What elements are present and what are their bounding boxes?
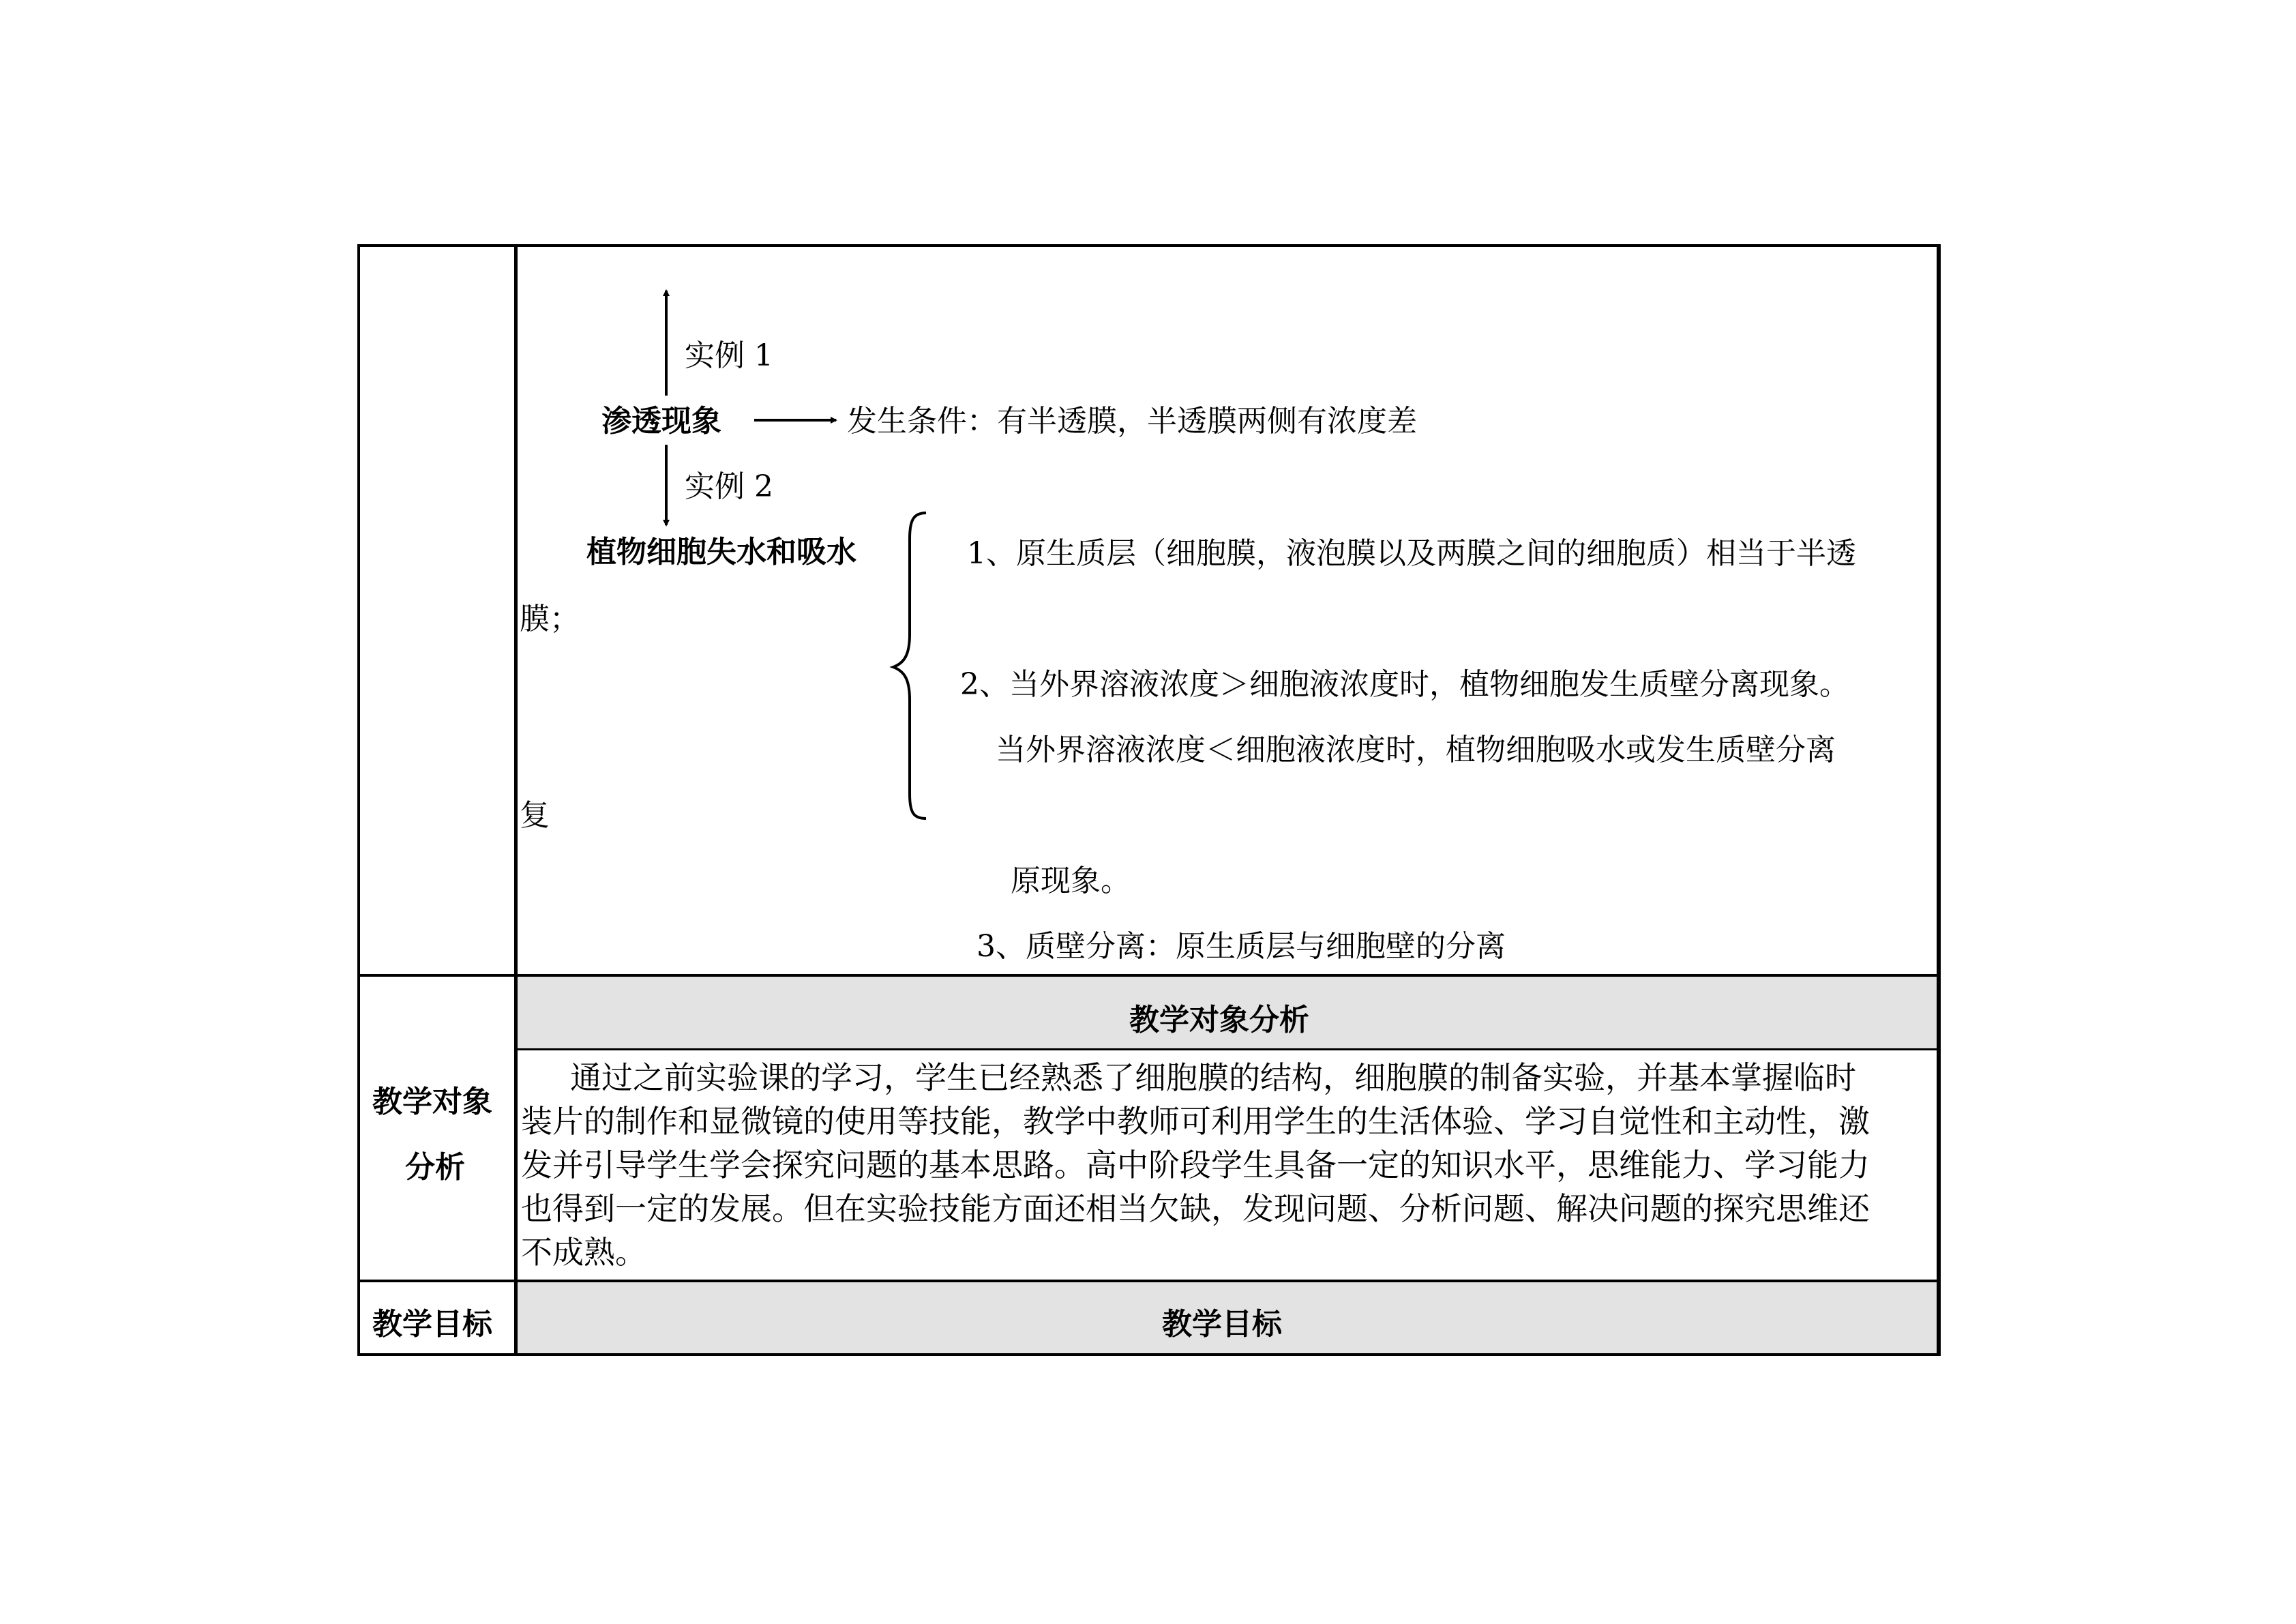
goals-row-label: 教学目标 (372, 1307, 492, 1342)
example-2-label: 实例 2 (685, 469, 773, 504)
analysis-line: 通过之前实验课的学习，学生已经熟悉了细胞膜的结构，细胞膜的制备实验，并基本掌握临时 (570, 1059, 1856, 1096)
point-2-line-c: 复 (520, 798, 550, 833)
osmosis-label: 渗透现象 (601, 404, 721, 439)
point-2-line-d: 原现象。 (1011, 863, 1131, 898)
plant-cell-title: 植物细胞失水和吸水 (586, 535, 856, 570)
example-1-label: 实例 1 (685, 338, 773, 373)
point-3: 3、质壁分离：原生质层与细胞壁的分离 (976, 929, 1506, 964)
analysis-row-label-line2: 分析 (405, 1150, 465, 1185)
left-brace (893, 513, 926, 818)
analysis-line: 不成熟。 (521, 1234, 646, 1271)
analysis-line: 也得到一定的发展。但在实验技能方面还相当欠缺，发现问题、分析问题、解决问题的探究思维还 (521, 1190, 1870, 1227)
condition-label: 发生条件：有半透膜，半透膜两侧有浓度差 (847, 404, 1417, 439)
point-1-line-a: 1、原生质层（细胞膜，液泡膜以及两膜之间的细胞质）相当于半透 (967, 536, 1856, 571)
point-2-line-a: 2、当外界溶液浓度＞细胞液浓度时，植物细胞发生质壁分离现象。 (960, 667, 1849, 702)
goals-header: 教学目标 (1162, 1307, 1282, 1342)
analysis-paragraph (521, 1056, 1933, 1274)
point-1-line-b: 膜； (520, 602, 580, 636)
analysis-header: 教学对象分析 (1129, 1003, 1309, 1037)
analysis-line: 发并引导学生学会探究问题的基本思路。高中阶段学生具备一定的知识水平，思维能力、学习能力 (521, 1147, 1870, 1183)
analysis-line: 装片的制作和显微镜的使用等技能，教学中教师可利用学生的生活体验、学习自觉性和主动性，激 (521, 1103, 1870, 1140)
point-2-line-b: 当外界溶液浓度＜细胞液浓度时，植物细胞吸水或发生质壁分离 (996, 733, 1836, 767)
analysis-row-label-line1: 教学对象 (372, 1084, 492, 1119)
